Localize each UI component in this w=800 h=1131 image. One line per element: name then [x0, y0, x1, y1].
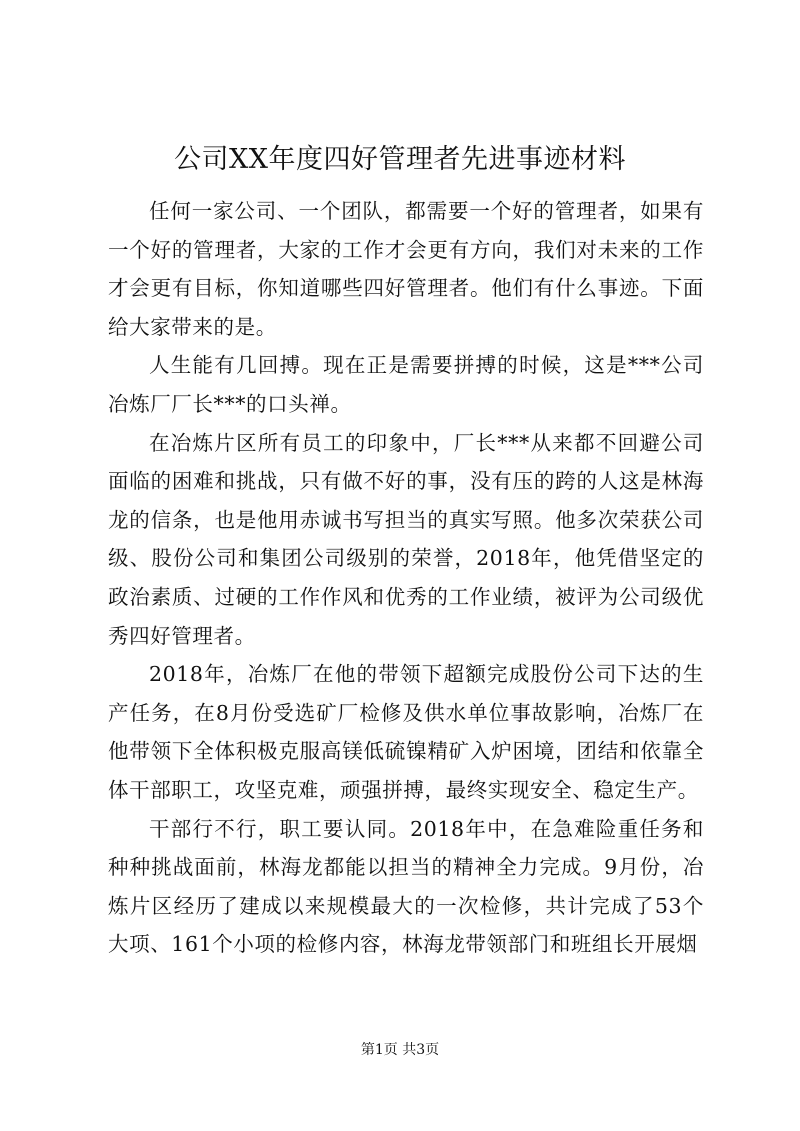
paragraph-5: 干部行不行，职工要认同。2018年中，在急难险重任务和种种挑战面前，林海龙都能以担当的精神全力完成。9月份，冶炼片区经历了建成以来规模最大的一次检修，共计完成了53个大项、161个小项的检修内容，林海龙带领部门和班组长开展烟 — [108, 816, 704, 957]
document-title: 公司XX年度四好管理者先进事迹材料 — [174, 144, 626, 175]
paragraph-1: 任何一家公司、一个团队，都需要一个好的管理者，如果有一个好的管理者，大家的工作才会更有方向，我们对未来的工作才会更有目标，你知道哪些四好管理者。他们有什么事迹。下面给大家带来的是。 — [108, 199, 704, 339]
page-footer: 第1页 共3页 — [360, 1042, 440, 1058]
document-body — [108, 192, 704, 964]
paragraph-4: 2018年，冶炼厂在他的带领下超额完成股份公司下达的生产任务，在8月份受选矿厂检修及供水单位事故影响，冶炼厂在他带领下全体积极克服高镁低硫镍精矿入炉困境，团结和依靠全体干部职工，攻坚克难，顽强拼搏，最终实现安全、稳定生产。 — [108, 662, 704, 802]
paragraph-2: 人生能有几回搏。现在正是需要拼搏的时候，这是***公司冶炼厂厂长***的口头禅。 — [108, 353, 704, 416]
paragraph-3: 在冶炼片区所有员工的印象中，厂长***从来都不回避公司面临的困难和挑战，只有做不好的事，没有压的跨的人这是林海龙的信条，也是他用赤诚书写担当的真实写照。他多次荣获公司级、股份公司和集团公司级别的荣誉，2018年，他凭借坚定的政治素质、过硬的工作作风和优秀的工作业绩，被评为公司级优秀四好管理者。 — [108, 430, 704, 648]
